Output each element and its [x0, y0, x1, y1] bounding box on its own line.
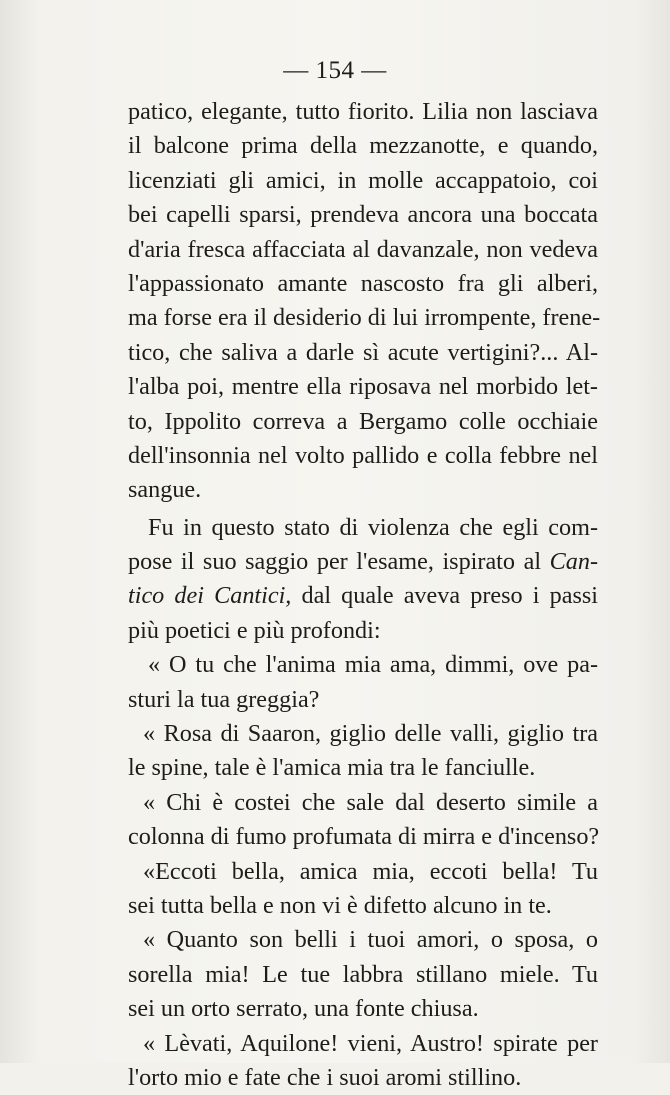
text-line-20: le spine, tale è l'amica mia tra le fanciulle. — [128, 754, 536, 782]
text-line-29: l'orto mio e fate che i suoi aromi stillino. — [128, 1063, 522, 1091]
text-line-4: bei capelli sparsi, prendeva ancora una boccata — [128, 201, 598, 229]
text-line-22: colonna di fumo profumata di mirra e d'incenso? — [128, 823, 600, 851]
text-line-13: Fu in questo stato di violenza che egli com- — [148, 513, 598, 541]
text-line-5: d'aria fresca affacciata al davanzale, non vedeva — [128, 235, 598, 263]
text-line-18: sturi la tua greggia? — [128, 685, 320, 713]
text-line-17: « O tu che l'anima mia ama, dimmi, ove pa- — [148, 651, 598, 679]
text-line-21: « Chi è costei che sale dal deserto simile a — [143, 788, 598, 816]
text-line-19: « Rosa di Saaron, giglio delle valli, giglio tra — [143, 720, 598, 748]
italic-title-cantici: tico dei Cantici, — [128, 582, 292, 610]
text-line-24: sei tutta bella e non vi è difetto alcuno in te. — [128, 891, 552, 919]
text-line-26: sorella mia! Le tue labbra stillano miele. Tu — [128, 960, 598, 988]
text-line-15-roman: dal quale aveva preso i passi — [301, 582, 598, 610]
text-line-14-roman: pose il suo saggio per l'esame, ispirato al — [128, 548, 542, 576]
text-line-7: ma forse era il desiderio di lui irrompente, frene- — [128, 304, 601, 332]
text-line-25: « Quanto son belli i tuoi amori, o sposa, o — [143, 926, 598, 954]
text-line-15 — [128, 579, 598, 613]
text-line-23: «Eccoti bella, amica mia, eccoti bella! Tu — [143, 857, 598, 885]
text-line-12: sangue. — [128, 476, 202, 504]
page-number: — 154 — — [283, 57, 387, 84]
text-line-9: l'alba poi, mentre ella riposava nel morbido let- — [128, 373, 598, 401]
italic-title-can: Can- — [549, 548, 599, 576]
body-text — [128, 95, 601, 1095]
text-line-2: il balcone prima della mezzanotte, e quando, — [128, 132, 598, 160]
text-line-1: patico, elegante, tutto fiorito. Lilia non lasciava — [128, 98, 598, 125]
text-line-27: sei un orto serrato, una fonte chiusa. — [128, 995, 479, 1023]
text-line-14 — [128, 545, 598, 579]
text-line-8: tico, che saliva a darle sì acute vertigini?... Al- — [128, 338, 598, 366]
text-line-11: dell'insonnia nel volto pallido e colla febbre nel — [128, 441, 598, 469]
text-line-3: licenziati gli amici, in molle accappatoio, coi — [128, 166, 598, 194]
text-line-6: l'appassionato amante nascosto fra gli alberi, — [128, 269, 598, 297]
text-line-28: « Lèvati, Aquilone! vieni, Austro! spirate per — [143, 1029, 598, 1057]
text-line-16: più poetici e più profondi: — [128, 616, 381, 644]
text-line-10: to, Ippolito correva a Bergamo colle occhiaie — [128, 407, 598, 435]
